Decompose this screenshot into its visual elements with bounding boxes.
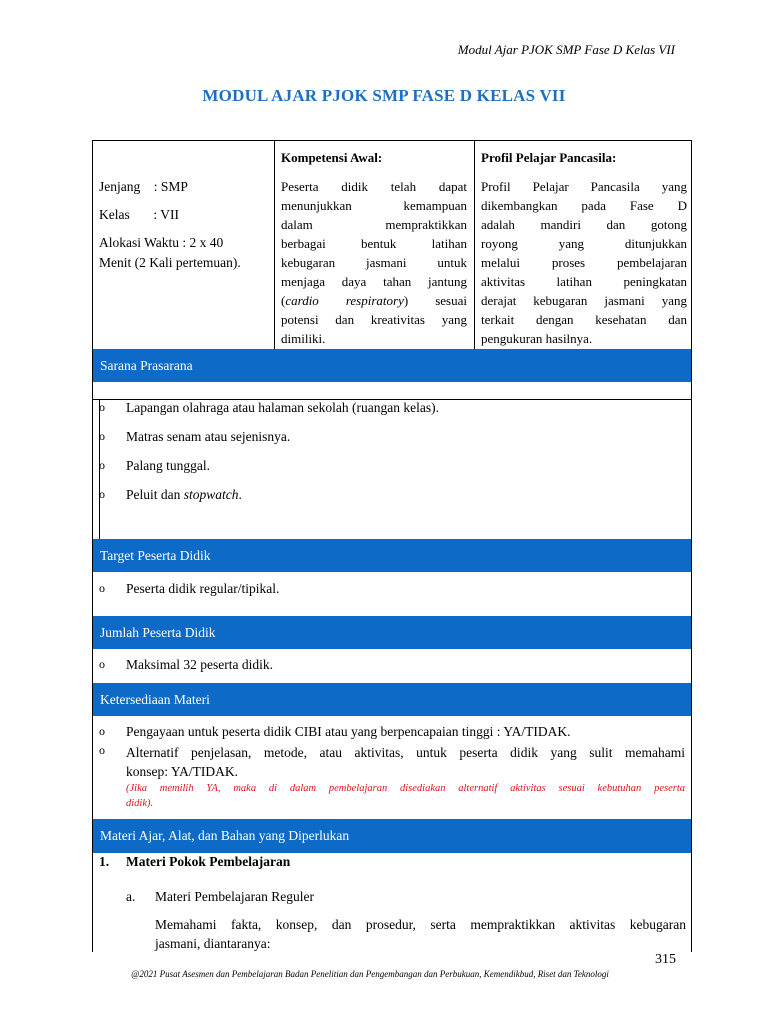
text-line: potensi dan kreativitas yang xyxy=(281,312,467,327)
text-line: berbagai bentuk latihan xyxy=(281,236,467,251)
sub-label: Materi Pembelajaran Reguler xyxy=(155,889,314,904)
kompetensi-heading: Kompetensi Awal: xyxy=(281,150,383,165)
text-line: Memahami fakta, konsep, dan prosedur, serta mempraktikkan aktivitas kebugaran xyxy=(155,917,686,932)
text-line: dikembangkan pada Fase D xyxy=(481,198,687,213)
materi-heading: Materi Pokok Pembelajaran xyxy=(126,854,291,869)
alokasi-line-2: Menit (2 Kali pertemuan). xyxy=(99,255,241,270)
text-line: Profil Pelajar Pancasila yang xyxy=(481,179,687,194)
text-line: kebugaran jasmani untuk xyxy=(281,255,467,270)
kelas-label: Kelas : VII xyxy=(99,207,179,222)
profil-heading: Profil Pelajar Pancasila: xyxy=(481,150,617,165)
text-line: aktivitas latihan peningkatan xyxy=(481,274,687,289)
text-line: (Jika memilih YA, maka di dalam pembelajaran disediakan alternatif aktivitas sesuai kebutuhan peserta xyxy=(126,783,685,794)
text-line: jasmani, diantaranya: xyxy=(155,936,271,951)
text-line: dalam mempraktikkan xyxy=(281,217,467,232)
section-bar-materi: Materi Ajar, Alat, dan Bahan yang Diperlukan xyxy=(93,819,691,853)
list-item-text xyxy=(126,743,685,781)
alokasi-line-1: Alokasi Waktu : 2 x 40 xyxy=(99,235,224,250)
jenjang-label: Jenjang : SMP xyxy=(99,179,188,194)
red-note xyxy=(126,781,685,811)
text-line: royong yang ditunjukkan xyxy=(481,236,687,251)
running-header: Modul Ajar PJOK SMP Fase D Kelas VII xyxy=(457,42,675,57)
section-bar-sarana: Sarana Prasarana xyxy=(93,349,691,382)
text-line: menjaga daya tahan jantung xyxy=(281,274,467,289)
module-table: Jenjang : SMP Kelas : VII Alokasi Waktu : 2 x 40 Menit (2 Kali pertemuan). Kompetensi Awal: Peserta didik telah dapat menunjukkan kemampuan dalam mempraktikkan berbagai bentuk latihan kebugaran jasmani untuk menjaga daya tahan jantung (cardio respiratory) sesuai potensi dan kreativitas yang dimiliki. Profil Pelajar Pancasila: Profil Pelajar Pancasila yang dikembangkan pada Fase D adalah mandiri dan gotong royong yang ditunjukkan melalui proses pembelajaran aktivitas latihan peningkatan derajat kebugaran jasmani yang terkait dengan kesehatan dan pengukuran hasilnya. Sarana Prasarana o Lapangan olahraga atau halaman sekolah (ruangan kelas). o Matras senam atau sejenisnya. o Palang tunggal. o Peluit dan stopwatch. Target Peserta Didik o Peserta didik regular/tipikal. Jumlah Peserta Didik o Maksimal 32 peserta didik. Ketersediaan Materi o Pengayaan untuk peserta didik CIBI atau yang berpencapaian tinggi : YA/TIDAK. o Alternatif penjelasan, metode, atau aktivitas, untuk peserta didik yang sulit memahami konsep: YA/TIDAK. (Jika memilih YA, maka di dalam pembelajaran disediakan alternatif aktivitas sesuai kebutuhan peserta didik). Materi Ajar, Alat, dan Bahan yang Diperlukan 1. Materi Pokok Pembelajaran a. Materi Pembelajaran Reguler Memahami fakta, konsep, dan prosedur, serta mempraktikkan aktivitas kebugaran jasmani, diantaranya: xyxy=(92,140,692,952)
section-bar-target: Target Peserta Didik xyxy=(93,539,691,572)
text-line: dimiliki. xyxy=(281,331,326,346)
text-line: adalah mandiri dan gotong xyxy=(481,217,687,232)
materi-paragraph xyxy=(155,915,686,952)
text-line: pengukuran hasilnya. xyxy=(481,331,593,346)
section-bar-ketersediaan: Ketersediaan Materi xyxy=(93,683,691,716)
kompetensi-text xyxy=(281,177,467,348)
page-number: 315 xyxy=(655,952,676,967)
text-line: didik). xyxy=(126,798,154,809)
text-line: konsep: YA/TIDAK. xyxy=(126,764,238,779)
text-line: melalui proses pembelajaran xyxy=(481,255,687,270)
info-cell xyxy=(99,177,269,273)
profil-text xyxy=(481,177,687,348)
text-line: derajat kebugaran jasmani yang xyxy=(481,293,687,308)
section-bar-jumlah: Jumlah Peserta Didik xyxy=(93,616,691,649)
text-line: Alternatif penjelasan, metode, atau aktivitas, untuk peserta didik yang sulit memahami xyxy=(126,745,685,760)
sub-letter: a. xyxy=(126,889,136,904)
footer-copyright: @2021 Pusat Asesmen dan Pembelajaran Badan Penelitian dan Pengembangan dan Perbukuan, Kemendikbud, Riset dan Teknologi xyxy=(131,969,609,979)
materi-number: 1. xyxy=(99,854,110,869)
column-divider xyxy=(474,141,475,349)
page-title: MODUL AJAR PJOK SMP FASE D KELAS VII xyxy=(202,86,566,105)
text-line: menunjukkan kemampuan xyxy=(281,198,467,213)
column-divider xyxy=(274,141,275,349)
text-line: (cardio respiratory) sesuai xyxy=(281,293,467,308)
text-line: terkait dengan kesehatan dan xyxy=(481,312,687,327)
text-line: Peserta didik telah dapat xyxy=(281,179,467,194)
